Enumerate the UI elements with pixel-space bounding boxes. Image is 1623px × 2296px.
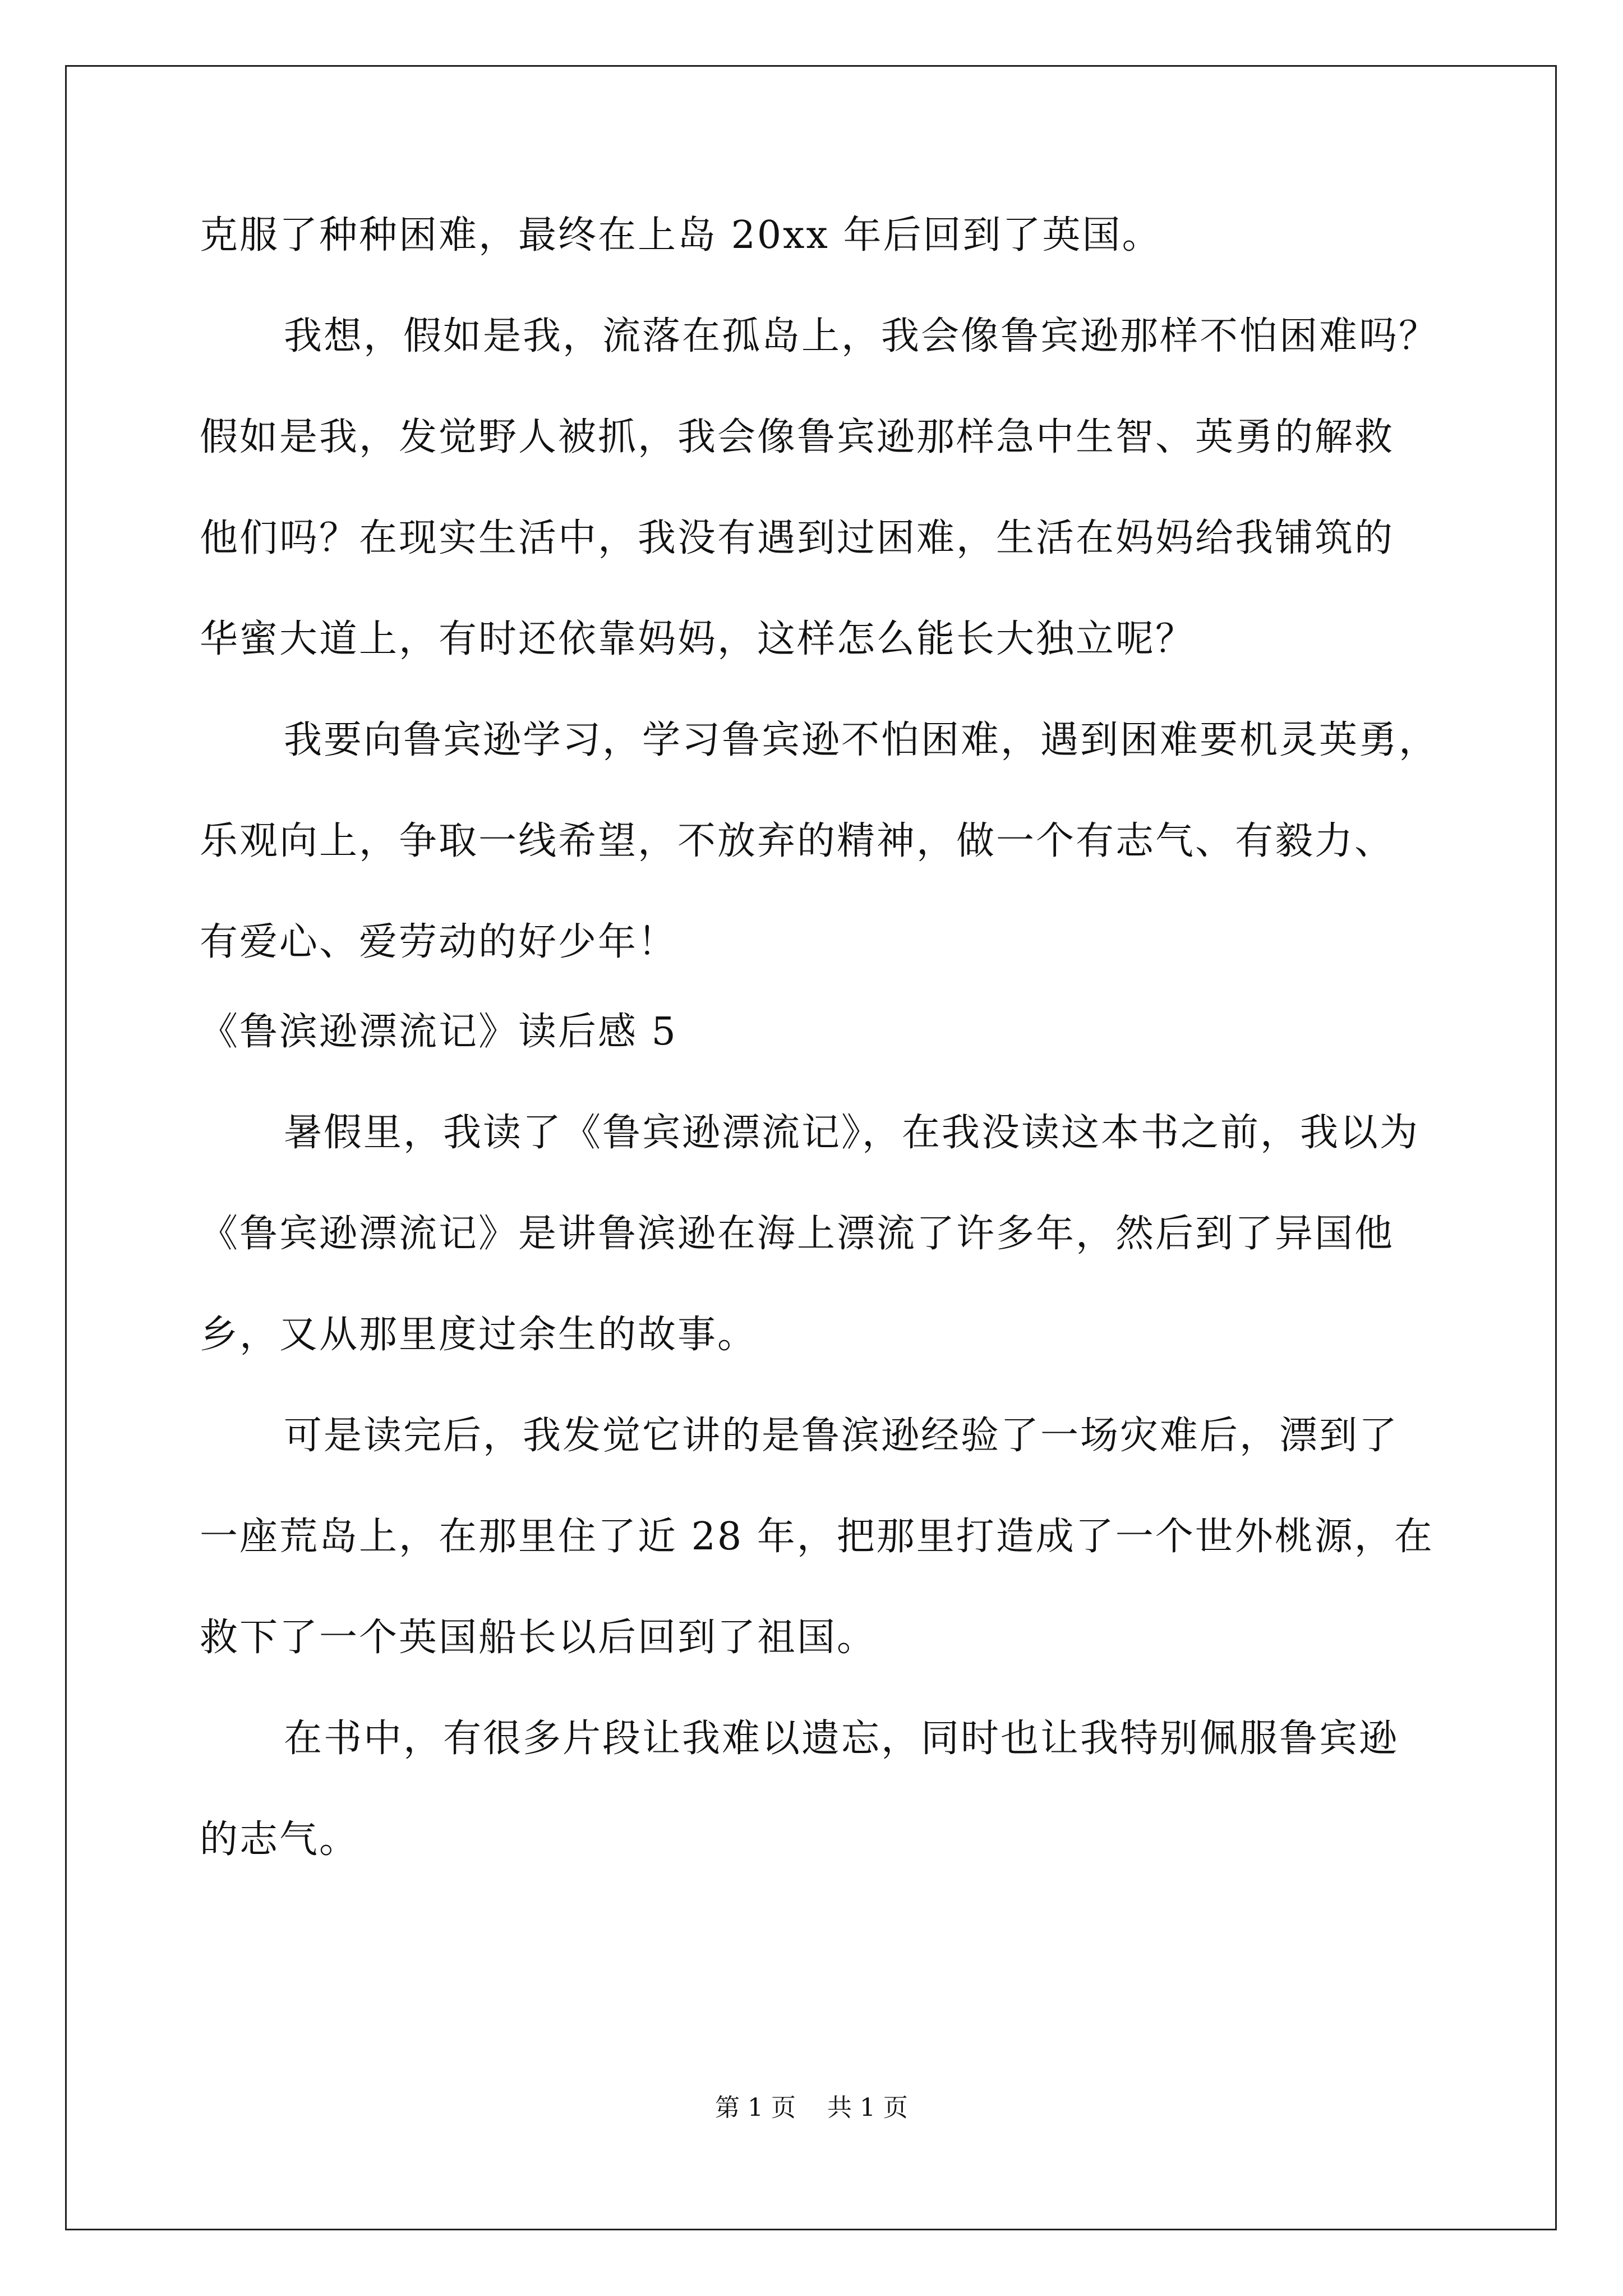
text-line-5: 华蜜大道上，有时还依靠妈妈，这样怎么能长大独立呢？ bbox=[200, 617, 1196, 661]
text-line-11: 《鲁宾逊漂流记》是讲鲁滨逊在海上漂流了许多年，然后到了异国他 bbox=[200, 1212, 1395, 1256]
text-line-16: 在书中，有很多片段让我难以遗忘，同时也让我特别佩服鲁宾逊 bbox=[284, 1717, 1399, 1761]
text-line-15: 救下了一个英国船长以后回到了祖国。 bbox=[200, 1616, 877, 1660]
section-heading: 《鲁滨逊漂流记》读后感 5 bbox=[200, 1010, 677, 1054]
text-line-4: 他们吗？在现实生活中，我没有遇到过困难，生活在妈妈给我铺筑的 bbox=[200, 516, 1395, 560]
text-line-10: 暑假里，我读了《鲁宾逊漂流记》，在我没读这本书之前，我以为 bbox=[284, 1111, 1420, 1155]
text-line-2: 我想，假如是我，流落在孤岛上，我会像鲁宾逊那样不怕困难吗？ bbox=[284, 314, 1439, 358]
text-line-13: 可是读完后，我发觉它讲的是鲁滨逊经验了一场灾难后，漂到了 bbox=[284, 1414, 1399, 1458]
text-line-3: 假如是我，发觉野人被抓，我会像鲁宾逊那样急中生智、英勇的解救 bbox=[200, 415, 1395, 459]
text-line-14: 一座荒岛上，在那里住了近 28 年，把那里打造成了一个世外桃源，在 bbox=[200, 1515, 1434, 1559]
text-line-6: 我要向鲁宾逊学习，学习鲁宾逊不怕困难，遇到困难要机灵英勇， bbox=[284, 718, 1439, 762]
text-line-17: 的志气。 bbox=[200, 1818, 359, 1862]
text-line-7: 乐观向上，争取一线希望，不放弃的精神，做一个有志气、有毅力、 bbox=[200, 819, 1395, 863]
text-line-8: 有爱心、爱劳动的好少年！ bbox=[200, 920, 678, 964]
text-line-1: 克服了种种困难，最终在上岛 20xx 年后回到了英国。 bbox=[200, 213, 1162, 257]
text-line-12: 乡，又从那里度过余生的故事。 bbox=[200, 1313, 758, 1357]
page-footer: 第 1 页 共 1 页 bbox=[715, 2093, 908, 2122]
